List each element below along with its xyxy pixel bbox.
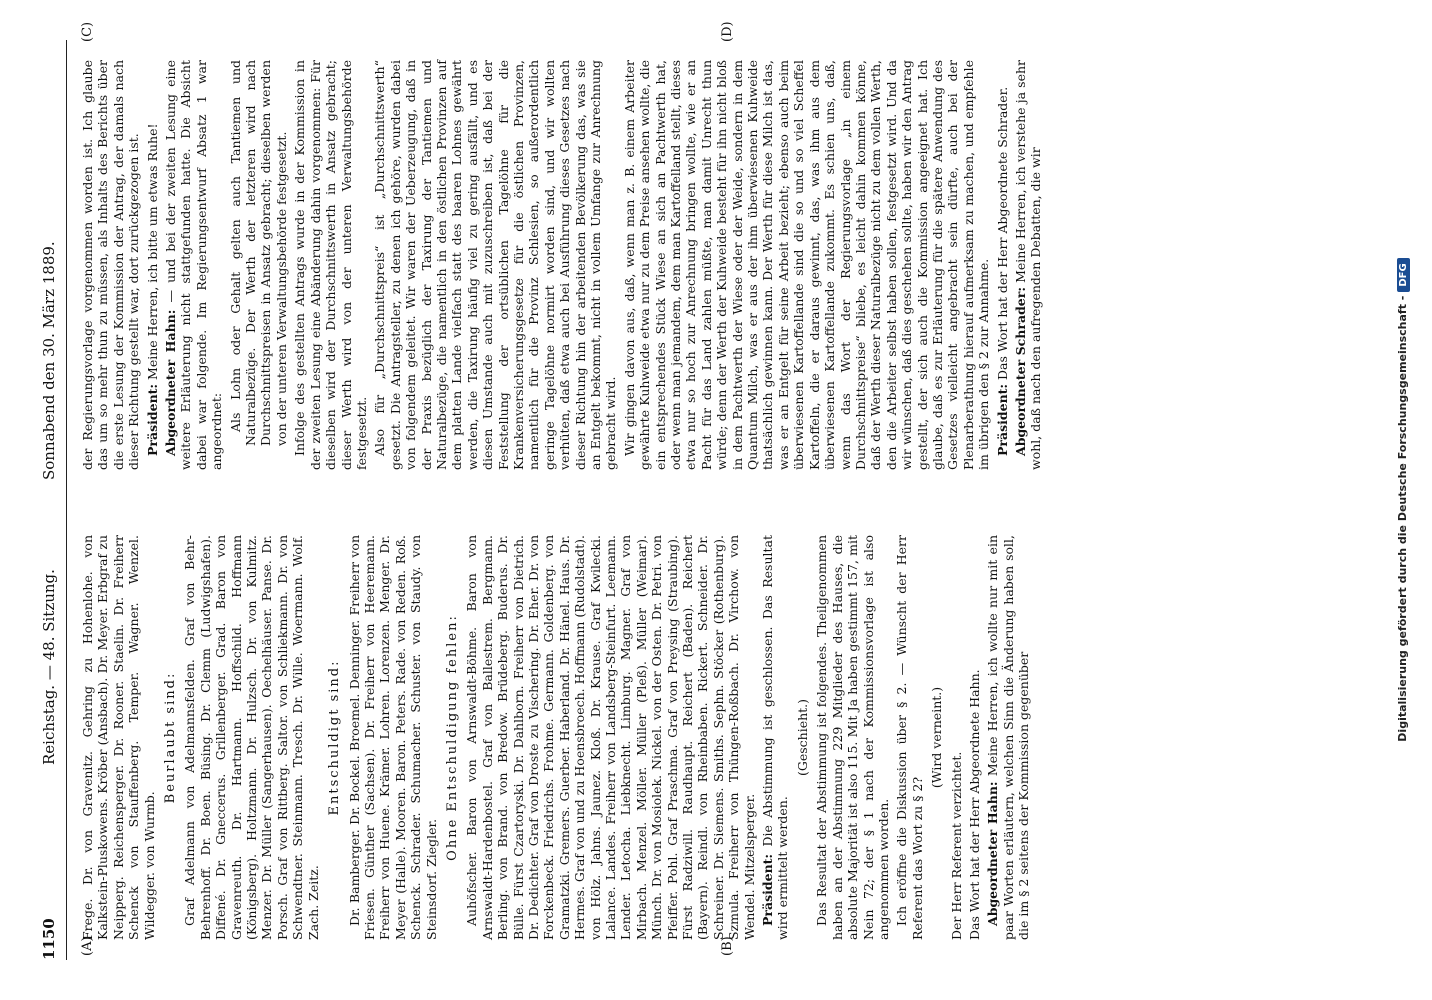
digitization-credit [1396, 0, 1410, 1000]
paragraph: der Regierungsvorlage vorgenommen worden ist. Ich glaube das um so mehr thun zu müssen, als Inhalts des Berichts über die erste Lesung der Kommission der Antrag, der damals nach dieser Richtung gestellt war, dort zurückgezogen ist. [80, 60, 142, 470]
left-column [80, 535, 1035, 940]
page-number: 1150 [40, 918, 58, 960]
referent-note: Der Herr Referent verzichtet. [948, 751, 964, 940]
speech-text: Meine Herren, ich verstehe ja sehr wohl, daß nach den aufregenden Debatten, die wir [1012, 60, 1044, 470]
hahn-speech [163, 60, 225, 470]
margin-mark-d: (D) [720, 21, 735, 42]
schrader-speech [1013, 60, 1044, 470]
word-given: Das Wort hat der Herr Abgeordnete Hahn. [966, 669, 982, 940]
speaker-label: Präsident: [760, 853, 776, 926]
president-statement [145, 60, 160, 470]
president-statement [995, 60, 1010, 470]
entschuldigt-heading: Entschuldigt sind: [327, 659, 343, 816]
vote-result: Das Resultat der Abstimmung ist folgendes. Theilgenommen haben an der Abstimmung 229 Mitglieder des Hauses, die absolute Majorität ist also 115. Mit Ja haben gestimmt 157, mit Nein 72; der § 1 nach der Kommissionsvorlage ist also angenommen worden. [814, 535, 891, 940]
paragraph: Also für „Durchschnittspreis“ ist „Durchschnittswerth“ gesetzt. Die Antragsteller, zu denen ich gehöre, wurden dabei von folgendem geleitet. Wir waren der Ueberzeugung, daß in der Praxis bezüglich der Taxirung der Tantiemen und Naturalbezüge, die namentlich in den östlichen Provinzen auf dem platten Lande vielfach statt des baaren Lohnes gewährt werden, die Taxirung häufig viel zu gering ausfällt, und es diesen Umstande auch mit zuzuschreiben ist, daß bei der Feststellung der ortsüblichen Tagelöhne für die Krankenversicherungsgesetze für die östlichen Provinzen, namentlich für die Provinz Schlesien, so außerordentlich geringe Tagelöhne normirt worden sind, und wir wollten verhüten, daß etwa auch bei Ausführung dieses Gesetzes nach dieser Richtung hin der arbeitenden Bevölkerung das, was sie an Entgelt bekommt, nicht in vollem Umfange zur Anrechnung gebracht wird. [372, 60, 619, 470]
speech-text: Die Abstimmung ist geschlossen. Das Resultat wird ermittelt werden. [760, 535, 791, 940]
header-rule [66, 40, 67, 960]
debate-opening: Ich eröffne die Diskussion über § 2. — Wünscht der Herr Referent das Wort zu § 2? [894, 535, 925, 940]
beurlaubt-list: Graf Adelmann von Adelmannsfelden. Graf von Behr-Behrenhoff. Dr. Boen. Büsing. Dr. Clemm (Ludwigshafen). Diffené. Dr. Gneccerus. Grillenberger. Grad. Baron von Gravenreuth. Dr. Hartmann. Hoffschild. Hoffmann (Königsberg). Holtzmann. Dr. Hulzsch. Dr. von Kulmitz. Menzer. Dr. Müller (Sangerhausen). Oechelhäuser. Panse. Dr. Porsch. Graf von Rittberg. Saltor. von Schliekmann. Dr. von Schwendtner. Steinmann. Tresch. Dr. Wille. Woermann. Wolf. Zach. Zeitz. [182, 535, 321, 940]
speaker-label: Präsident: [144, 383, 160, 456]
beurlaubt-heading: Beurlaubt sind: [163, 671, 179, 804]
speaker-label: Präsident: [994, 383, 1010, 456]
margin-mark-c: (C) [80, 21, 95, 42]
margin-mark-b: (B) [720, 936, 735, 956]
speaker-label: Abgeordneter Schrader: [1012, 287, 1028, 456]
president-statement [760, 535, 791, 940]
session-title: Reichstag. — 48. Sitzung. [40, 569, 58, 765]
dfg-logo: DFG [1397, 258, 1410, 291]
quoted-text: Als Lohn oder Gehalt gelten auch Tantiemen und Naturalbezüge. Der Werth der letzteren wird nach Durchschnittspreisen in Ansatz gebracht; dieselben werden von der unteren Verwaltungsbehörde festgesetzt. [227, 60, 289, 446]
paragraph: Infolge des gestellten Antrags wurde in der Kommission in der zweiten Lesung eine Abänderung dahin vorgenommen: Für dieselben wird der Durchschnittswerth in Ansatz gebracht; dieser Werth wird von der unteren Verwaltungsbehörde festgesetzt. [292, 60, 369, 470]
stage-direction: (Wird verneint.) [929, 686, 945, 789]
intro-names: Frege. Dr. von Gravenitz. Gehring zu Hohenlohe. von Kalkstein-Pluskowens. Kröber (Ansbach). Dr. Meyer. Erbgraf zu Neipperg. Reichensperger. Dr. Rooner. Staelin. Dr. Freiherr Schenck von Stauffenberg. Temper. Wagner. Wenzel. Wildegger. von Wurmb. [80, 535, 157, 940]
paragraph: Wir gingen davon aus, daß, wenn man z. B. einem Arbeiter gewährte Kuhweide etwa nur zu dem Preise ansehen wollte, die ein entsprechendes Stück Wiese an sich an Pachtwerth hat, oder wenn man jemandem, dem man Kartoffelland stellt, dieses etwa nur so hoch zur Anrechnung bringen wollte, wie er an Pacht für das Land zahlen müßte, man damit Unrecht thun würde; denn der Werth der Kuhweide besteht für ihn nicht bloß in dem Pachtwerth der Wiese oder der Weide, sondern in dem Quantum Milch, was er aus der ihm überwiesenen Kuhweide thatsächlich gewinnen kann. Der Werth für diese Milch ist das, was er an Entgelt für seine Arbeit bezieht; ebenso auch beim überwiesenen Kartoffellande sind die so und so viel Scheffel Kartoffeln, die er daraus gewinnt, das, was ihm aus dem überwiesenen Kartoffellande zukommt. Es schien uns, daß, wenn das Wort der Regierungsvorlage „in einem Durchschnittspreise“ bliebe, es leicht dahin kommen könne, daß der Werth dieser Naturalbezüge nicht zu dem vollen Werth, den die Arbeiter selbst haben sollen, festgesetzt wird. Und da wir wünschen, daß dies geschehen sollte, haben wir den Antrag gestellt, der sich auch die Kommission angeeignet hat. Ich glaube, daß es zur Erläuterung für die spätere Anwendung des Gesetzes vielleicht angebracht sein dürfte, auch bei der Plenarberathung hierauf aufmerksam zu machen, und empfehle im übrigen den § 2 zur Annahme. [621, 60, 992, 470]
speech-text: — und bei der zweiten Lesung eine weitere Erläuterung nicht stattgefunden hatte. Die Absicht dabei war folgende. Im Regierungsentwurf Absatz 1 war angeordnet: [163, 60, 225, 470]
speaker-label: Abgeordneter Hahn: [985, 781, 1001, 926]
stage-direction: (Geschieht.) [794, 698, 810, 777]
page-header [38, 0, 66, 1000]
speaker-label: Abgeordneter Hahn: [163, 309, 179, 456]
speech-text: Das Wort hat der Herr Abgeordnete Schrader. [994, 86, 1010, 380]
entschuldigt-list: Dr. Bamberger. Dr. Bockel. Broemel. Denninger. Freiherr von Friesen. Günther (Sachsen). Dr. Freiherr von Heeremann. Freiherr von Huene. Krämer. Lohren. Lorenzen. Menger. Dr. Meyer (Halle). Mooren. Baron. Peters. Rade. von Reden. Roß. Schenck. Schrader. Schumacher. Schuster. von Staudy. von Steinsdorf. Ziegler. [346, 535, 439, 940]
speech-text: Meine Herren, ich wollte nur mit ein paar Worten erläutern, welchen Sinn die Änderung haben soll, die im § 2 seitens der Kommission gegenüber [985, 535, 1032, 940]
ohne-entschuldigung-heading: Ohne Entschuldigung fehlen: [444, 614, 460, 861]
ohne-entschuldigung-list: Auhöfscher. Baron von Arnswaldt-Böhme. Baron von Arnswaldt-Hardenbostel. Graf von Ballestrem. Bergmann. Berling. von Brand. von Bredow. Brüdeberg. Buderus. Dr. Bülle. Fürst Czartoryski. Dr. Dahlborn. Freiherr von Dietrich. Dr. Dedichter. Graf von Droste zu Vischering. Dr. Eher. Dr. von Forckenbeck. Friedrichs. Frohme. Germann. Goldenberg. von Gramatzki. Gremers. Guerber. Haberland. Dr. Hänel. Haus. Dr. Hermes. Graf von und zu Hoensbroech. Hoffmann (Rudolstadt). von Hölz. Jahns. Jaunez. Kloß. Dr. Krause. Graf Kwilecki. Lalance. Landes. Freiherr von Landsberg-Steinfurt. Leemann. Lender. Letocha. Liebknecht. Limburg. Magner. Graf von Mirbach. Menzel. Möller. Müller (Pleß). Müller (Weimar). Münch. Dr. von Mosiolek. Nickel. von der Osten. Dr. Petri. von Pfeiffer. Pohl. Graf Praschma. Graf von Preysing (Straubing). Fürst Radziwill. Raudhaupt. Reichert (Baden). Reichert (Bayern). Reindl. von Rheinbaben. Rickert. Schneider. Dr. Schreiner. Dr. Siemens. Smiths. Sephn. Stöcker (Rothenburg). Szmula. Freiherr von Thüngen-Roßbach. Dr. Virchow. von Wendel. Mitzelsperger. [464, 535, 757, 940]
right-column [80, 60, 1047, 470]
hahn-speech [985, 535, 1031, 940]
speech-text: Meine Herren, ich bitte um etwas Ruhe! [144, 123, 160, 380]
session-date: Sonnabend den 30. März 1889. [40, 241, 58, 480]
credit-text: Digitalisierung gefördert durch die Deutsche Forschungsgemeinschaft - [1396, 295, 1409, 742]
margin-mark-a: (A) [80, 936, 95, 956]
